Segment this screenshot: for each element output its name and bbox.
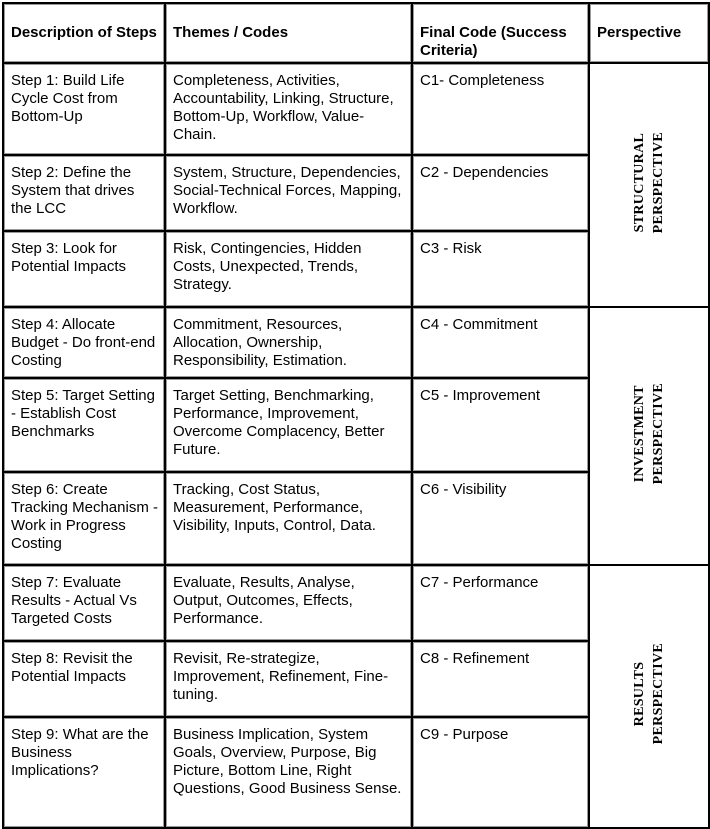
code-cell: C3 - Risk (413, 232, 590, 308)
header-perspective: Perspective (590, 4, 710, 64)
themes-cell: Evaluate, Results, Analyse, Output, Outcomes, Effects, Performance. (166, 566, 413, 642)
themes-cell: Risk, Contingencies, Hidden Costs, Unexpected, Trends, Strategy. (166, 232, 413, 308)
themes-cell: Commitment, Resources, Allocation, Ownership, Responsibility, Estimation. (166, 308, 413, 379)
table-row (4, 64, 710, 156)
code-cell: C1- Completeness (413, 64, 590, 156)
step-cell: Step 6: Create Tracking Mechanism - Work in Progress Costing (4, 473, 166, 566)
perspective-label: STRUCTURAL PERSPECTIVE (632, 131, 666, 234)
code-cell: C8 - Refinement (413, 642, 590, 718)
code-cell: C4 - Commitment (413, 308, 590, 379)
themes-cell: Revisit, Re-strategize, Improvement, Refinement, Fine-tuning. (166, 642, 413, 718)
themes-cell: Tracking, Cost Status, Measurement, Performance, Visibility, Inputs, Control, Data. (166, 473, 413, 566)
perspective-label: RESULTS PERSPECTIVE (632, 643, 666, 745)
step-cell: Step 4: Allocate Budget - Do front-end Costing (4, 308, 166, 379)
perspective-cell-investment (590, 308, 710, 566)
perspective-cell-structural (590, 64, 710, 308)
code-cell: C9 - Purpose (413, 718, 590, 829)
code-cell: C5 - Improvement (413, 379, 590, 473)
perspective-cell-results (590, 566, 710, 829)
themes-cell: System, Structure, Dependencies, Social-Technical Forces, Mapping, Workflow. (166, 156, 413, 232)
step-cell: Step 2: Define the System that drives the LCC (4, 156, 166, 232)
themes-cell: Target Setting, Benchmarking, Performance, Improvement, Overcome Complacency, Better Future. (166, 379, 413, 473)
table-row (4, 308, 710, 379)
header-row (4, 4, 710, 64)
step-cell: Step 5: Target Setting - Establish Cost Benchmarks (4, 379, 166, 473)
table-row (4, 566, 710, 642)
code-cell: C2 - Dependencies (413, 156, 590, 232)
header-description: Description of Steps (4, 4, 166, 64)
header-final-code: Final Code (Success Criteria) (413, 4, 590, 64)
step-cell: Step 9: What are the Business Implications? (4, 718, 166, 829)
step-cell: Step 8: Revisit the Potential Impacts (4, 642, 166, 718)
success-criteria-table (2, 2, 710, 829)
code-cell: C7 - Performance (413, 566, 590, 642)
code-cell: C6 - Visibility (413, 473, 590, 566)
perspective-label: INVESTMENT PERSPECTIVE (632, 382, 666, 485)
step-cell: Step 3: Look for Potential Impacts (4, 232, 166, 308)
themes-cell: Completeness, Activities, Accountability, Linking, Structure, Bottom-Up, Workflow, Value-Chain. (166, 64, 413, 156)
themes-cell: Business Implication, System Goals, Overview, Purpose, Big Picture, Bottom Line, Right Questions, Good Business Sense. (166, 718, 413, 829)
step-cell: Step 1: Build Life Cycle Cost from Bottom-Up (4, 64, 166, 156)
header-themes: Themes / Codes (166, 4, 413, 64)
step-cell: Step 7: Evaluate Results - Actual Vs Targeted Costs (4, 566, 166, 642)
